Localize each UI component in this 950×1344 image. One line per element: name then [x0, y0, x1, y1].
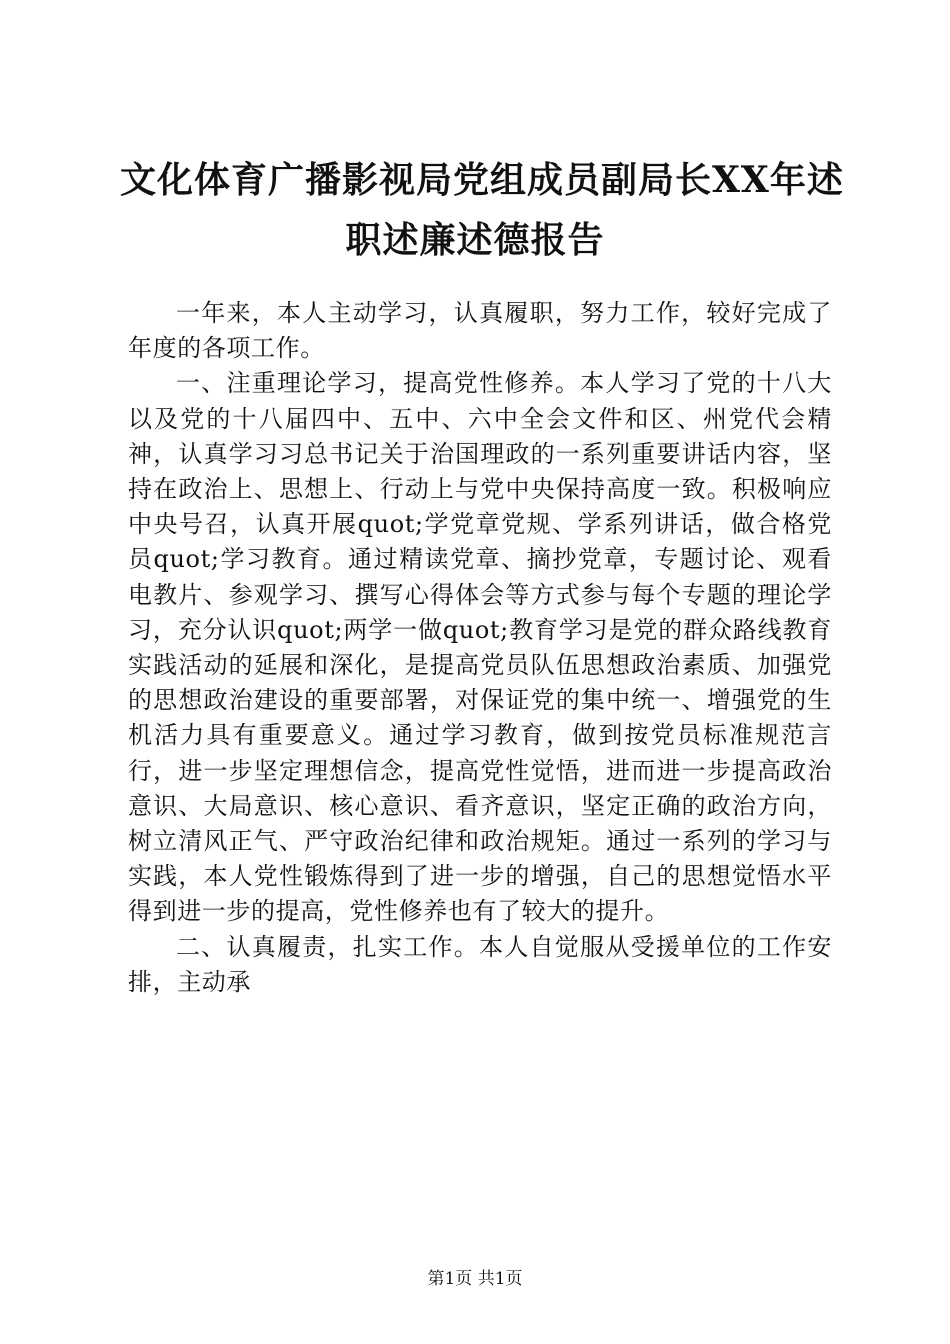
- paragraph-section-one: 一、注重理论学习，提高党性修养。本人学习了党的十八大以及党的十八届四中、五中、六中全会文件和区、州党代会精神，认真学习习总书记关于治国理政的一系列重要讲话内容，坚持在政治上、思想上、行动上与党中央保持高度一致。积极响应中央号召，认真开展quot;学党章党规、学系列讲话，做合格党员quot;学习教育。通过精读党章、摘抄党章，专题讨论、观看电教片、参观学习、撰写心得体会等方式参与每个专题的理论学习，充分认识quot;两学一做quot;教育学习是党的群众路线教育实践活动的延展和深化，是提高党员队伍思想政治素质、加强党的思想政治建设的重要部署，对保证党的集中统一、增强党的生机活力具有重要意义。通过学习教育，做到按党员标准规范言行，进一步坚定理想信念，提高党性觉悟，进而进一步提高政治意识、大局意识、核心意识、看齐意识，坚定正确的政治方向，树立清风正气、严守政治纪律和政治规矩。通过一系列的学习与实践，本人党性锻炼得到了进一步的增强，自己的思想觉悟水平得到进一步的提高，党性修养也有了较大的提升。: [128, 369, 832, 926]
- page-footer: 第1页 共1页: [427, 1269, 523, 1289]
- document-title-line-1: 文化体育广播影视局党组成员副局长XX年述: [120, 159, 844, 201]
- document-title-line-2: 职述廉述德报告: [345, 219, 605, 261]
- paragraph-intro: 一年来，本人主动学习，认真履职，努力工作，较好完成了年度的各项工作。: [128, 299, 832, 363]
- document-body: [128, 296, 832, 1000]
- paragraph-section-two: 二、认真履责，扎实工作。本人自觉服从受援单位的工作安排，主动承: [128, 932, 832, 996]
